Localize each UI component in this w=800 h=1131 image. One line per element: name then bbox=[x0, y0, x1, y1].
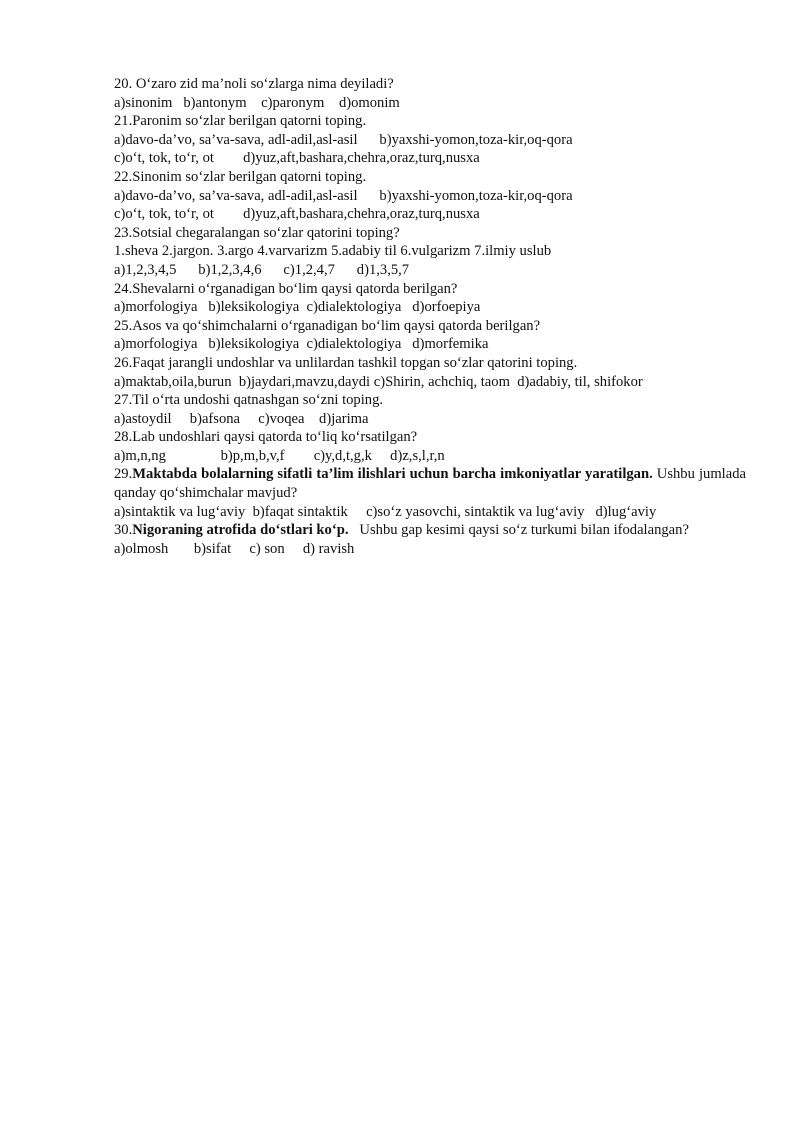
question-24: 24.Shevalarni o‘rganadigan bo‘lim qaysi qatorda berilgan? bbox=[114, 280, 458, 297]
options-20: a)sinonim b)antonym c)paronym d)omonim bbox=[114, 94, 400, 111]
question-29-sentence: Maktabda bolalarning sifatli ta’lim ilishlari uchun barcha imkoniyatlar yaratilgan. bbox=[132, 466, 653, 483]
options-21-ab: a)davo-da’vo, sa’va-sava, adl-adil,asl-asil b)yaxshi-yomon,toza-kir,oq-qora bbox=[114, 131, 573, 148]
question-30-text: Ushbu gap kesimi qaysi so‘z turkumi bilan ifodalangan? bbox=[348, 522, 689, 539]
question-22: 22.Sinonim so‘zlar berilgan qatorni toping. bbox=[114, 168, 367, 185]
options-29: a)sintaktik va lug‘aviy b)faqat sintaktik c)so‘z yasovchi, sintaktik va lug‘aviy d)lug‘aviy bbox=[114, 503, 657, 520]
question-20: 20. O‘zaro zid ma’noli so‘zlarga nima deyiladi? bbox=[114, 76, 394, 92]
options-30: a)olmosh b)sifat c) son d) ravish bbox=[114, 540, 355, 557]
options-22-ab: a)davo-da’vo, sa’va-sava, adl-adil,asl-asil b)yaxshi-yomon,toza-kir,oq-qora bbox=[114, 187, 573, 204]
question-29-text: Ushbu jumlada qanday qo‘shimchalar mavjud? bbox=[114, 466, 746, 502]
question-29-number: 29. bbox=[114, 466, 133, 483]
question-30-sentence: Nigoraning atrofida do‘stlari ko‘p. bbox=[132, 522, 349, 539]
question-29 bbox=[114, 465, 746, 502]
question-23: 23.Sotsial chegaralangan so‘zlar qatorini toping? bbox=[114, 224, 400, 241]
options-25: a)morfologiya b)leksikologiya c)dialektologiya d)morfemika bbox=[114, 336, 489, 353]
question-28: 28.Lab undoshlari qaysi qatorda to‘liq ko‘rsatilgan? bbox=[114, 429, 418, 446]
options-27: a)astoydil b)afsona c)voqea d)jarima bbox=[114, 410, 369, 427]
question-21: 21.Paronim so‘zlar berilgan qatorni toping. bbox=[114, 113, 367, 130]
document-page bbox=[114, 75, 746, 558]
options-26: a)maktab,oila,burun b)jaydari,mavzu,daydi c)Shirin, achchiq, taom d)adabiy, til, shifokor bbox=[114, 373, 643, 390]
options-22-cd: c)o‘t, tok, to‘r, ot d)yuz,aft,bashara,chehra,oraz,turq,nusxa bbox=[114, 206, 480, 223]
options-21-cd: c)o‘t, tok, to‘r, ot d)yuz,aft,bashara,chehra,oraz,turq,nusxa bbox=[114, 150, 480, 167]
question-26: 26.Faqat jarangli undoshlar va unlilardan tashkil topgan so‘zlar qatorini toping. bbox=[114, 354, 578, 371]
options-28: a)m,n,ng b)p,m,b,v,f c)y,d,t,g,k d)z,s,l,r,n bbox=[114, 447, 445, 464]
options-23: a)1,2,3,4,5 b)1,2,3,4,6 c)1,2,4,7 d)1,3,5,7 bbox=[114, 261, 410, 278]
question-30 bbox=[114, 521, 746, 540]
list-23: 1.sheva 2.jargon. 3.argo 4.varvarizm 5.adabiy til 6.vulgarizm 7.ilmiy uslub bbox=[114, 243, 552, 260]
question-27: 27.Til o‘rta undoshi qatnashgan so‘zni toping. bbox=[114, 392, 384, 409]
options-24: a)morfologiya b)leksikologiya c)dialektologiya d)orfoepiya bbox=[114, 299, 481, 316]
question-30-number: 30. bbox=[114, 522, 133, 539]
question-25: 25.Asos va qo‘shimchalarni o‘rganadigan bo‘lim qaysi qatorda berilgan? bbox=[114, 317, 541, 334]
